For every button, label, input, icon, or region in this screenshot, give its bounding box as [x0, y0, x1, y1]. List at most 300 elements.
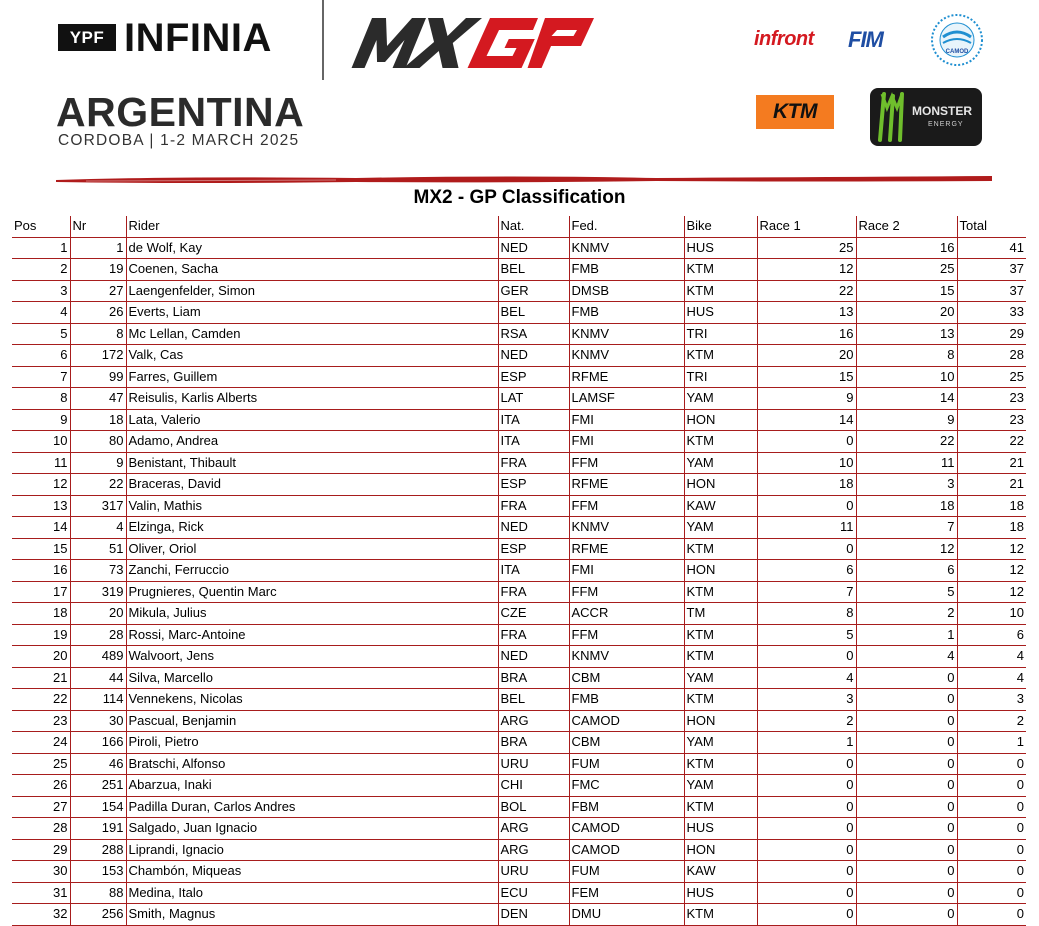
cell-pos: 29: [12, 839, 70, 861]
cell-nat: FRA: [498, 624, 569, 646]
cell-nat: URU: [498, 753, 569, 775]
cell-nr: 256: [70, 904, 126, 926]
cell-total: 1: [957, 732, 1026, 754]
cell-total: 0: [957, 861, 1026, 883]
cell-total: 37: [957, 259, 1026, 281]
cell-total: 0: [957, 818, 1026, 840]
cell-nr: 8: [70, 323, 126, 345]
cell-rider: Padilla Duran, Carlos Andres: [126, 796, 498, 818]
cell-fed: FFM: [569, 452, 684, 474]
cell-rider: Salgado, Juan Ignacio: [126, 818, 498, 840]
cell-total: 0: [957, 775, 1026, 797]
cell-race2: 0: [856, 732, 957, 754]
cell-bike: KTM: [684, 624, 757, 646]
classification-table-body: [12, 237, 1026, 925]
table-row: [12, 667, 1026, 689]
cell-nat: FRA: [498, 495, 569, 517]
cell-race1: 12: [757, 259, 856, 281]
cell-nr: 28: [70, 624, 126, 646]
table-row: [12, 259, 1026, 281]
table-row: [12, 753, 1026, 775]
cell-nat: NED: [498, 517, 569, 539]
cell-fed: LAMSF: [569, 388, 684, 410]
cell-rider: Silva, Marcello: [126, 667, 498, 689]
cell-fed: KNMV: [569, 323, 684, 345]
col-header-race1: Race 1: [757, 216, 856, 237]
cell-rider: Rossi, Marc-Antoine: [126, 624, 498, 646]
cell-fed: FFM: [569, 495, 684, 517]
table-row: [12, 280, 1026, 302]
cell-bike: YAM: [684, 452, 757, 474]
cell-rider: Elzinga, Rick: [126, 517, 498, 539]
cell-pos: 2: [12, 259, 70, 281]
cell-race1: 0: [757, 775, 856, 797]
cell-pos: 1: [12, 237, 70, 259]
cell-bike: KTM: [684, 538, 757, 560]
cell-race1: 0: [757, 839, 856, 861]
cell-fed: FEM: [569, 882, 684, 904]
cell-rider: Piroli, Pietro: [126, 732, 498, 754]
cell-race2: 0: [856, 861, 957, 883]
table-row: [12, 775, 1026, 797]
cell-fed: DMSB: [569, 280, 684, 302]
cell-bike: HUS: [684, 237, 757, 259]
table-row: [12, 904, 1026, 926]
cell-nat: ESP: [498, 366, 569, 388]
cell-pos: 30: [12, 861, 70, 883]
cell-nat: ITA: [498, 431, 569, 453]
cell-nat: ECU: [498, 882, 569, 904]
cell-race1: 8: [757, 603, 856, 625]
cell-rider: Abarzua, Inaki: [126, 775, 498, 797]
cell-bike: KAW: [684, 861, 757, 883]
cell-bike: KTM: [684, 646, 757, 668]
cell-nat: BRA: [498, 667, 569, 689]
cell-nat: BEL: [498, 689, 569, 711]
cell-total: 22: [957, 431, 1026, 453]
cell-rider: Mikula, Julius: [126, 603, 498, 625]
cell-pos: 23: [12, 710, 70, 732]
table-row: [12, 431, 1026, 453]
classification-title: MX2 - GP Classification: [413, 187, 626, 208]
cell-race1: 22: [757, 280, 856, 302]
cell-bike: HON: [684, 839, 757, 861]
cell-total: 0: [957, 839, 1026, 861]
cell-fed: CBM: [569, 732, 684, 754]
cell-race1: 0: [757, 882, 856, 904]
cell-bike: KAW: [684, 495, 757, 517]
cell-fed: RFME: [569, 538, 684, 560]
table-row: [12, 624, 1026, 646]
cell-race2: 6: [856, 560, 957, 582]
cell-race1: 0: [757, 495, 856, 517]
cell-rider: Smith, Magnus: [126, 904, 498, 926]
event-location-date: CORDOBA | 1-2 MARCH 2025: [58, 132, 300, 149]
cell-pos: 10: [12, 431, 70, 453]
cell-fed: CBM: [569, 667, 684, 689]
cell-nat: ARG: [498, 710, 569, 732]
cell-rider: Medina, Italo: [126, 882, 498, 904]
camod-logo: [930, 13, 984, 67]
cell-race1: 25: [757, 237, 856, 259]
table-row: [12, 603, 1026, 625]
cell-fed: CAMOD: [569, 839, 684, 861]
cell-rider: Walvoort, Jens: [126, 646, 498, 668]
table-row: [12, 796, 1026, 818]
table-row: [12, 839, 1026, 861]
cell-pos: 14: [12, 517, 70, 539]
cell-pos: 27: [12, 796, 70, 818]
cell-race2: 18: [856, 495, 957, 517]
table-row: [12, 323, 1026, 345]
cell-total: 2: [957, 710, 1026, 732]
cell-race2: 0: [856, 710, 957, 732]
classification-table: [12, 216, 1026, 926]
cell-race2: 25: [856, 259, 957, 281]
cell-race2: 3: [856, 474, 957, 496]
cell-race1: 0: [757, 646, 856, 668]
col-header-total: Total: [957, 216, 1026, 237]
cell-pos: 17: [12, 581, 70, 603]
cell-pos: 31: [12, 882, 70, 904]
cell-nat: ESP: [498, 538, 569, 560]
cell-race2: 10: [856, 366, 957, 388]
cell-race1: 4: [757, 667, 856, 689]
cell-rider: Liprandi, Ignacio: [126, 839, 498, 861]
cell-rider: Reisulis, Karlis Alberts: [126, 388, 498, 410]
cell-pos: 4: [12, 302, 70, 324]
cell-race1: 0: [757, 796, 856, 818]
cell-nr: 44: [70, 667, 126, 689]
cell-total: 25: [957, 366, 1026, 388]
ypf-logo: YPF: [58, 24, 116, 51]
cell-race2: 2: [856, 603, 957, 625]
cell-bike: HUS: [684, 818, 757, 840]
cell-race1: 18: [757, 474, 856, 496]
cell-bike: HON: [684, 710, 757, 732]
monster-energy-logo: [870, 88, 982, 146]
cell-bike: KTM: [684, 796, 757, 818]
cell-nat: BRA: [498, 732, 569, 754]
cell-rider: Prugnieres, Quentin Marc: [126, 581, 498, 603]
cell-bike: KTM: [684, 904, 757, 926]
cell-total: 0: [957, 753, 1026, 775]
cell-nr: 73: [70, 560, 126, 582]
cell-race2: 0: [856, 882, 957, 904]
cell-fed: FBM: [569, 796, 684, 818]
col-header-fed: Fed.: [569, 216, 684, 237]
table-row: [12, 646, 1026, 668]
cell-fed: KNMV: [569, 345, 684, 367]
cell-nat: LAT: [498, 388, 569, 410]
cell-nr: 99: [70, 366, 126, 388]
cell-pos: 5: [12, 323, 70, 345]
cell-race1: 10: [757, 452, 856, 474]
cell-nat: ESP: [498, 474, 569, 496]
cell-total: 23: [957, 409, 1026, 431]
cell-bike: YAM: [684, 388, 757, 410]
cell-pos: 13: [12, 495, 70, 517]
cell-pos: 7: [12, 366, 70, 388]
cell-race1: 0: [757, 818, 856, 840]
cell-nr: 153: [70, 861, 126, 883]
cell-race2: 16: [856, 237, 957, 259]
cell-bike: KTM: [684, 689, 757, 711]
cell-race1: 1: [757, 732, 856, 754]
cell-nr: 154: [70, 796, 126, 818]
cell-total: 29: [957, 323, 1026, 345]
cell-bike: HON: [684, 474, 757, 496]
cell-race1: 5: [757, 624, 856, 646]
cell-pos: 24: [12, 732, 70, 754]
camod-logo-text: CAMOD: [945, 49, 969, 55]
cell-nat: CZE: [498, 603, 569, 625]
cell-race2: 20: [856, 302, 957, 324]
col-header-nr: Nr: [70, 216, 126, 237]
cell-bike: KTM: [684, 259, 757, 281]
cell-nat: FRA: [498, 581, 569, 603]
cell-total: 37: [957, 280, 1026, 302]
header-divider: [322, 0, 324, 80]
cell-bike: KTM: [684, 280, 757, 302]
cell-bike: YAM: [684, 517, 757, 539]
cell-rider: Mc Lellan, Camden: [126, 323, 498, 345]
cell-rider: Coenen, Sacha: [126, 259, 498, 281]
event-header: [0, 0, 1039, 190]
cell-pos: 6: [12, 345, 70, 367]
cell-nat: NED: [498, 646, 569, 668]
cell-rider: Bratschi, Alfonso: [126, 753, 498, 775]
cell-race2: 8: [856, 345, 957, 367]
cell-total: 4: [957, 646, 1026, 668]
cell-pos: 32: [12, 904, 70, 926]
cell-nat: NED: [498, 237, 569, 259]
cell-rider: de Wolf, Kay: [126, 237, 498, 259]
cell-nr: 80: [70, 431, 126, 453]
cell-nr: 319: [70, 581, 126, 603]
table-row: [12, 689, 1026, 711]
cell-rider: Chambón, Miqueas: [126, 861, 498, 883]
cell-nr: 288: [70, 839, 126, 861]
cell-total: 21: [957, 474, 1026, 496]
table-row: [12, 452, 1026, 474]
cell-total: 0: [957, 904, 1026, 926]
cell-rider: Zanchi, Ferruccio: [126, 560, 498, 582]
cell-nat: ITA: [498, 409, 569, 431]
cell-pos: 21: [12, 667, 70, 689]
cell-race2: 1: [856, 624, 957, 646]
cell-rider: Benistant, Thibault: [126, 452, 498, 474]
cell-pos: 25: [12, 753, 70, 775]
cell-total: 18: [957, 517, 1026, 539]
cell-nat: FRA: [498, 452, 569, 474]
cell-race2: 0: [856, 689, 957, 711]
table-row: [12, 560, 1026, 582]
cell-race1: 0: [757, 431, 856, 453]
cell-nr: 27: [70, 280, 126, 302]
cell-bike: KTM: [684, 581, 757, 603]
cell-nr: 47: [70, 388, 126, 410]
cell-rider: Adamo, Andrea: [126, 431, 498, 453]
cell-bike: YAM: [684, 667, 757, 689]
cell-race2: 12: [856, 538, 957, 560]
cell-fed: RFME: [569, 366, 684, 388]
cell-nr: 30: [70, 710, 126, 732]
cell-rider: Braceras, David: [126, 474, 498, 496]
cell-bike: TRI: [684, 323, 757, 345]
cell-fed: FMI: [569, 431, 684, 453]
mxgp-logo: [345, 6, 600, 78]
col-header-race2: Race 2: [856, 216, 957, 237]
cell-fed: KNMV: [569, 237, 684, 259]
cell-pos: 19: [12, 624, 70, 646]
cell-fed: FMI: [569, 560, 684, 582]
cell-bike: KTM: [684, 753, 757, 775]
cell-fed: CAMOD: [569, 818, 684, 840]
cell-rider: Vennekens, Nicolas: [126, 689, 498, 711]
table-row: [12, 388, 1026, 410]
cell-bike: YAM: [684, 732, 757, 754]
cell-race1: 3: [757, 689, 856, 711]
cell-bike: HON: [684, 409, 757, 431]
cell-nr: 166: [70, 732, 126, 754]
cell-race1: 0: [757, 904, 856, 926]
cell-race2: 0: [856, 904, 957, 926]
cell-bike: TM: [684, 603, 757, 625]
cell-nr: 114: [70, 689, 126, 711]
cell-bike: YAM: [684, 775, 757, 797]
cell-nat: BEL: [498, 302, 569, 324]
cell-race1: 20: [757, 345, 856, 367]
cell-bike: TRI: [684, 366, 757, 388]
cell-rider: Valin, Mathis: [126, 495, 498, 517]
cell-total: 28: [957, 345, 1026, 367]
col-header-rider: Rider: [126, 216, 498, 237]
cell-race1: 11: [757, 517, 856, 539]
cell-race2: 14: [856, 388, 957, 410]
cell-total: 18: [957, 495, 1026, 517]
cell-fed: KNMV: [569, 517, 684, 539]
cell-pos: 12: [12, 474, 70, 496]
table-row: [12, 861, 1026, 883]
cell-pos: 28: [12, 818, 70, 840]
cell-pos: 20: [12, 646, 70, 668]
cell-total: 6: [957, 624, 1026, 646]
cell-race1: 16: [757, 323, 856, 345]
cell-bike: HUS: [684, 302, 757, 324]
cell-fed: DMU: [569, 904, 684, 926]
cell-total: 4: [957, 667, 1026, 689]
cell-rider: Farres, Guillem: [126, 366, 498, 388]
table-row: [12, 302, 1026, 324]
table-row: [12, 732, 1026, 754]
cell-race2: 11: [856, 452, 957, 474]
cell-nr: 9: [70, 452, 126, 474]
cell-rider: Laengenfelder, Simon: [126, 280, 498, 302]
cell-total: 21: [957, 452, 1026, 474]
cell-fed: FMB: [569, 302, 684, 324]
cell-pos: 15: [12, 538, 70, 560]
cell-nat: DEN: [498, 904, 569, 926]
cell-race1: 0: [757, 538, 856, 560]
cell-total: 12: [957, 560, 1026, 582]
cell-fed: CAMOD: [569, 710, 684, 732]
cell-race1: 0: [757, 753, 856, 775]
cell-nr: 22: [70, 474, 126, 496]
cell-nat: BEL: [498, 259, 569, 281]
cell-rider: Pascual, Benjamin: [126, 710, 498, 732]
cell-race2: 7: [856, 517, 957, 539]
table-row: [12, 237, 1026, 259]
cell-race1: 6: [757, 560, 856, 582]
cell-total: 3: [957, 689, 1026, 711]
cell-race2: 9: [856, 409, 957, 431]
cell-pos: 3: [12, 280, 70, 302]
cell-bike: KTM: [684, 345, 757, 367]
cell-race1: 2: [757, 710, 856, 732]
cell-total: 41: [957, 237, 1026, 259]
cell-bike: HON: [684, 560, 757, 582]
table-row: [12, 882, 1026, 904]
cell-fed: KNMV: [569, 646, 684, 668]
cell-pos: 22: [12, 689, 70, 711]
table-row: [12, 474, 1026, 496]
cell-race2: 0: [856, 818, 957, 840]
cell-race2: 0: [856, 775, 957, 797]
cell-fed: RFME: [569, 474, 684, 496]
cell-race2: 5: [856, 581, 957, 603]
cell-nr: 18: [70, 409, 126, 431]
cell-nr: 172: [70, 345, 126, 367]
table-row: [12, 495, 1026, 517]
table-row: [12, 366, 1026, 388]
cell-bike: KTM: [684, 431, 757, 453]
cell-race1: 9: [757, 388, 856, 410]
table-row: [12, 345, 1026, 367]
cell-nr: 191: [70, 818, 126, 840]
cell-nr: 26: [70, 302, 126, 324]
cell-nr: 19: [70, 259, 126, 281]
cell-total: 12: [957, 581, 1026, 603]
cell-fed: FMB: [569, 689, 684, 711]
fim-logo: FIM: [848, 27, 883, 52]
cell-race1: 14: [757, 409, 856, 431]
cell-total: 23: [957, 388, 1026, 410]
cell-total: 0: [957, 796, 1026, 818]
cell-rider: Everts, Liam: [126, 302, 498, 324]
cell-nr: 317: [70, 495, 126, 517]
cell-race1: 0: [757, 861, 856, 883]
cell-nr: 1: [70, 237, 126, 259]
cell-pos: 18: [12, 603, 70, 625]
cell-race2: 0: [856, 839, 957, 861]
cell-nat: ARG: [498, 818, 569, 840]
table-header-row: [12, 216, 1026, 237]
cell-total: 10: [957, 603, 1026, 625]
col-header-bike: Bike: [684, 216, 757, 237]
cell-race2: 13: [856, 323, 957, 345]
cell-race2: 15: [856, 280, 957, 302]
cell-race2: 0: [856, 753, 957, 775]
cell-race2: 0: [856, 667, 957, 689]
cell-nr: 88: [70, 882, 126, 904]
cell-nat: GER: [498, 280, 569, 302]
header-red-brushline: [56, 172, 992, 186]
table-row: [12, 409, 1026, 431]
col-header-pos: Pos: [12, 216, 70, 237]
cell-pos: 9: [12, 409, 70, 431]
table-row: [12, 538, 1026, 560]
